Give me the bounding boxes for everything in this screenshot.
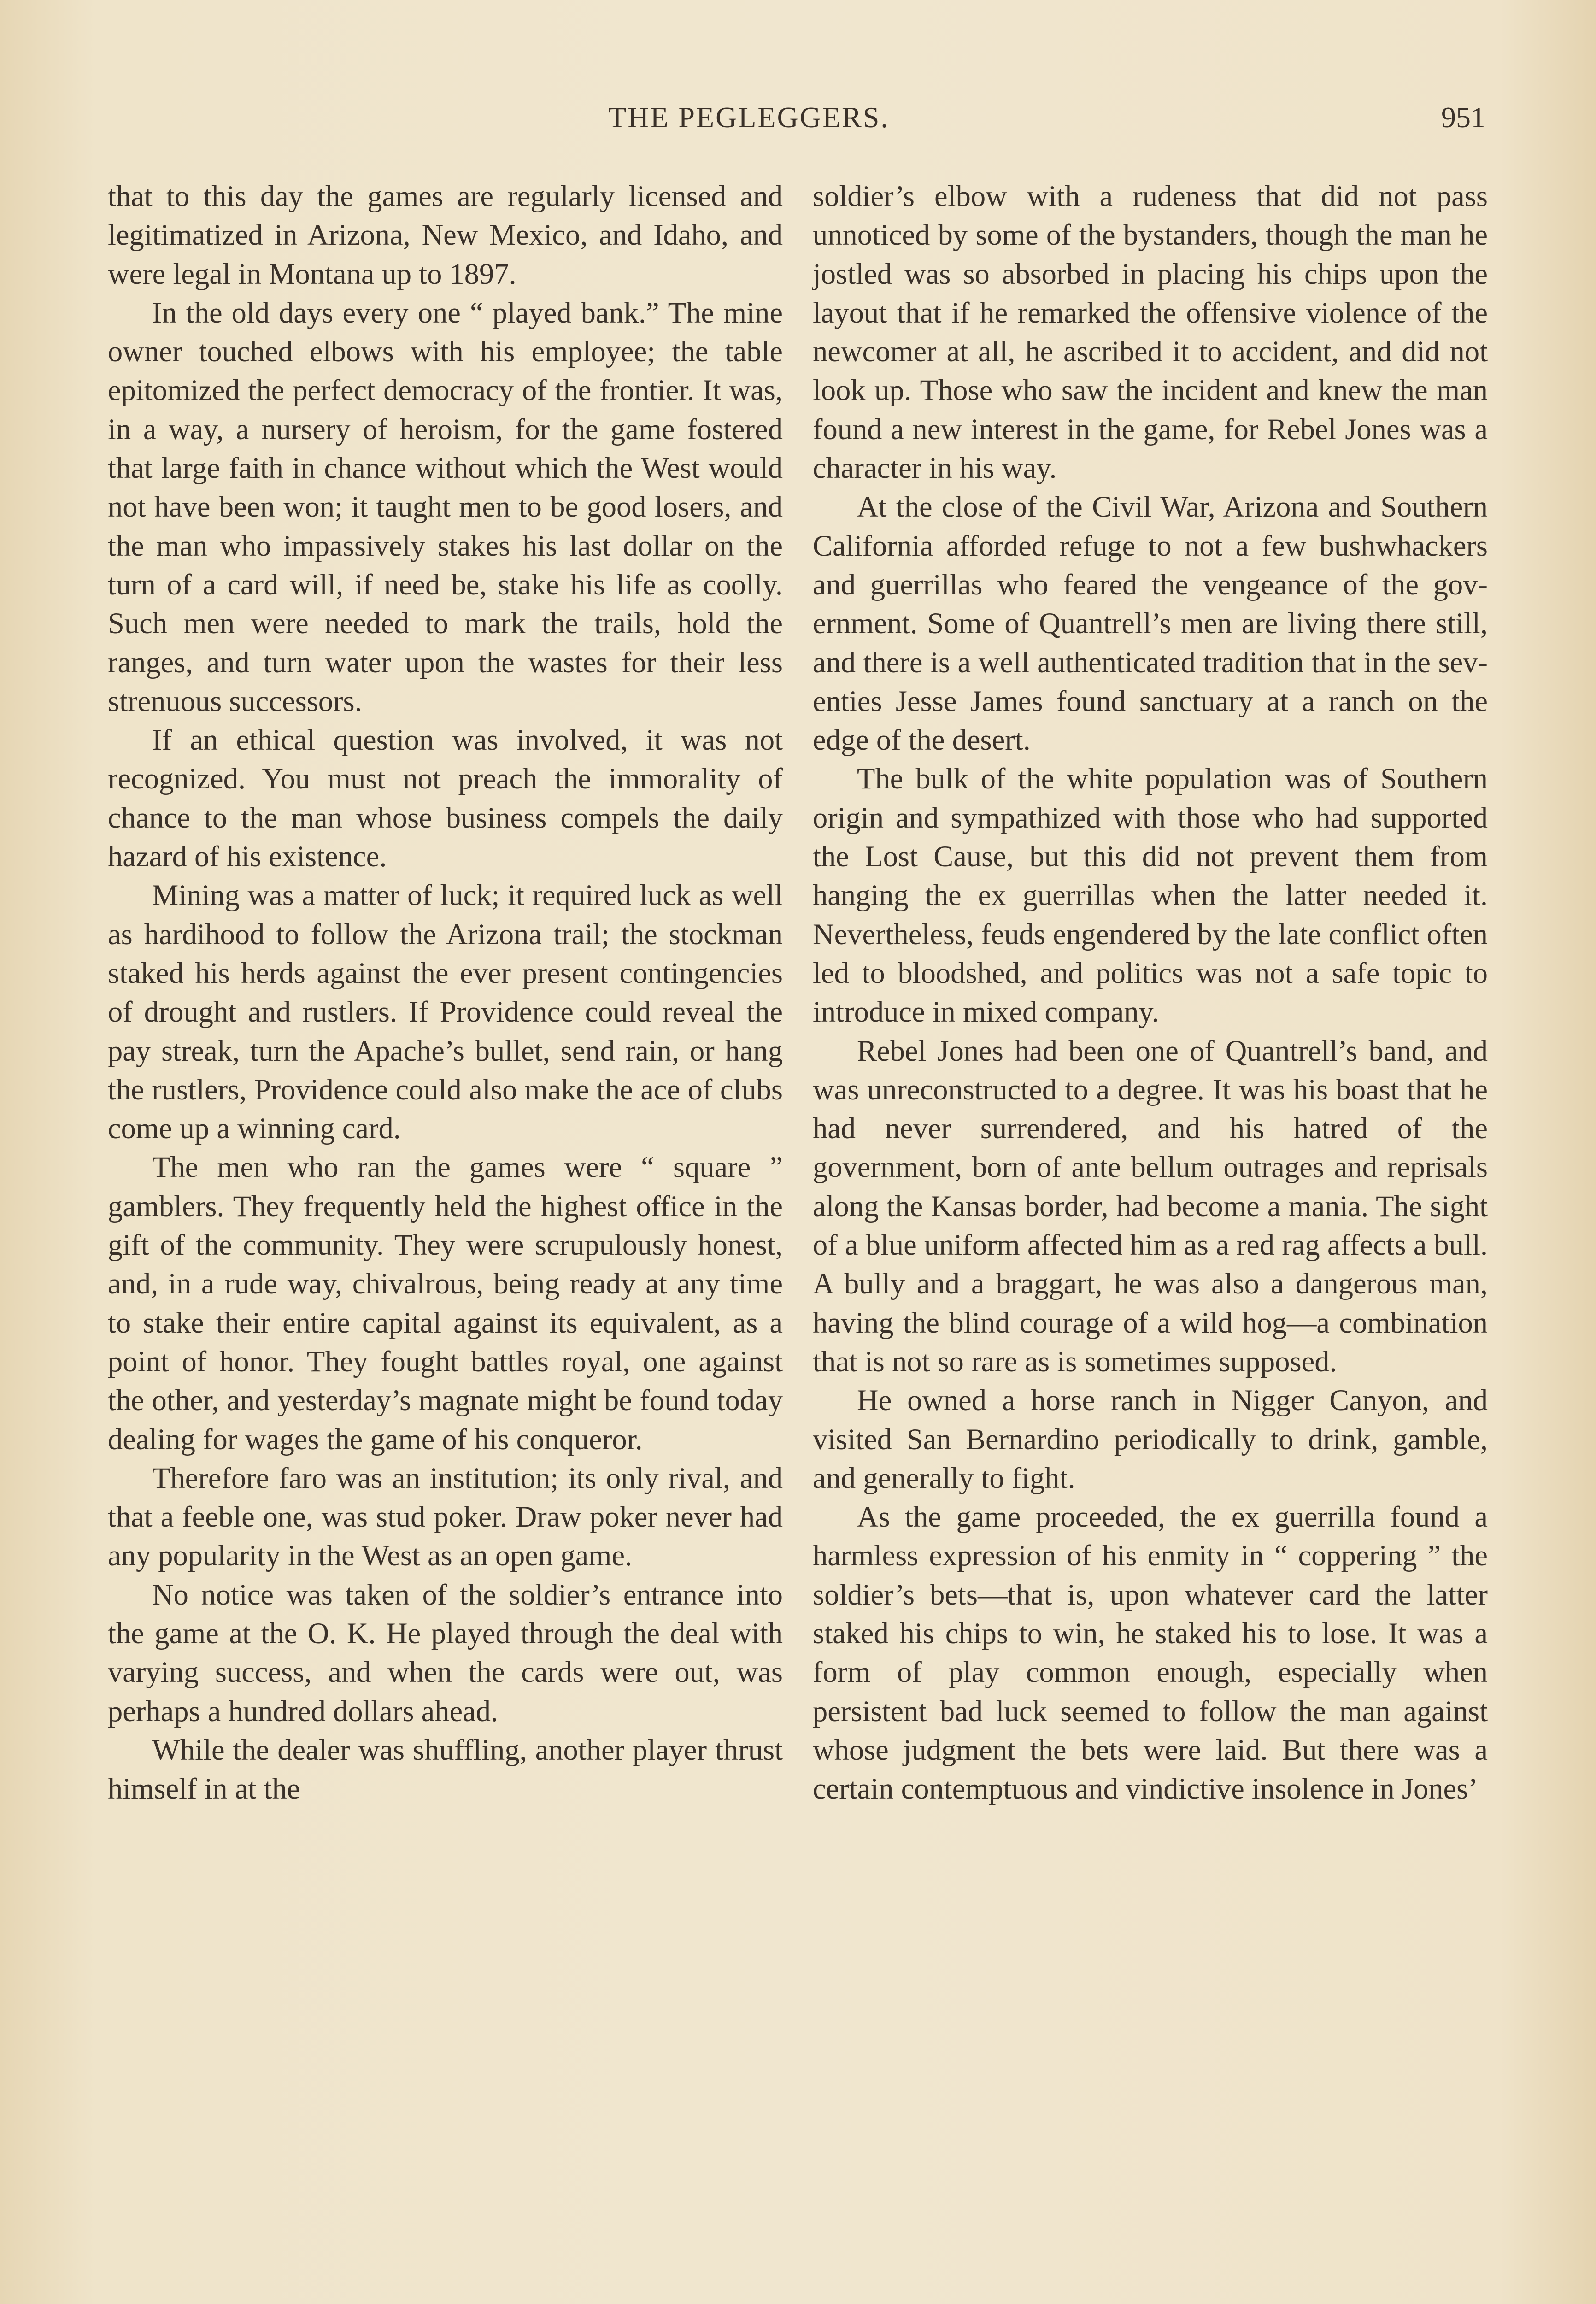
paragraph: He owned a horse ranch in Nigger Canyon, and visited San Bernardino periodically to drink, gamble, and generally to fight.: [813, 1384, 1488, 1494]
right-column: [813, 177, 1488, 1808]
paragraph: If an ethical question was involved, it was not recognized. You must not preach the immorality of chance to the man whose business compels the daily hazard of his existence.: [108, 723, 783, 873]
paragraph: soldier’s elbow with a rudeness that did not pass unnoticed by some of the bystanders, though the man he jostled was so absorbed in placing his chips upon the layout that if he remarked the offensive violence of the newcomer at all, he ascribed it to accident, and did not look up. Those who saw the incident and knew the man found a new interest in the game, for Rebel Jones was a character in his way.: [813, 180, 1488, 485]
page-header: [106, 100, 1490, 137]
left-column: [108, 177, 783, 1808]
paragraph: Mining was a matter of luck; it required luck as well as hardihood to follow the Arizona trail; the stockman staked his herds against the ever present contingencies of drought and rustlers. If Providence could reveal the pay streak, turn the Apache’s bullet, send rain, or hang the rustlers, Providence could also make the ace of clubs come up a winning card.: [108, 879, 783, 1145]
paragraph: As the game proceeded, the ex guerrilla found a harmless expression of his enmity in “ coppering ” the soldier’s bets—that is, upon whatever card the latter staked his chips to win, he staked his to lose. It was a form of play common enough, especially when persistent bad luck seemed to follow the man against whose judgment the bets were laid. But there was a certain contemptuous and vindictive insolence in Jones’: [813, 1500, 1488, 1805]
paragraph: In the old days every one “ played bank.” The mine owner touched elbows with his employee; the table epitomized the perfect democracy of the frontier. It was, in a way, a nursery of heroism, for the game fostered that large faith in chance without which the West would not have been won; it taught men to be good losers, and the man who impassively stakes his last dollar on the turn of a card will, if need be, stake his life as coolly. Such men were needed to mark the trails, hold the ranges, and turn water upon the wastes for their less strenuous successors.: [108, 296, 783, 717]
paragraph: The men who ran the games were “ square ” gamblers. They frequently held the highest office in the gift of the community. They were scrupulously honest, and, in a rude way, chivalrous, being ready at any time to stake their entire capital against its equivalent, as a point of honor. They fought battles royal, one against the other, and yesterday’s magnate might be found today dealing for wages the game of his conqueror.: [108, 1151, 783, 1456]
paragraph: At the close of the Civil War, Arizona and Southern California afforded refuge to not a few bushwhackers and guerrillas who feared the vengeance of the government. Some of Quantrell’s men are living there still, and there is a well authenticated tradition that in the seventies Jesse James found sanctuary at a ranch on the edge of the desert.: [813, 490, 1488, 757]
paragraph: Rebel Jones had been one of Quantrell’s band, and was unreconstructed to a degree. It was his boast that he had never surrendered, and his hatred of the government, born of ante bellum outrages and reprisals along the Kansas border, had become a mania. The sight of a blue uniform affected him as a red rag affects a bull. A bully and a braggart, he was also a dangerous man, having the blind courage of a wild hog—a combination that is not so rare as is sometimes supposed.: [813, 1034, 1488, 1378]
paragraph: No notice was taken of the soldier’s entrance into the game at the O. K. He played through the deal with varying success, and when the cards were out, was perhaps a hundred dollars ahead.: [108, 1578, 783, 1728]
paragraph: Therefore faro was an institution; its only rival, and that a feeble one, was stud poker. Draw poker never had any popularity in the West as an open game.: [108, 1461, 783, 1572]
paragraph: While the dealer was shuffling, another player thrust himself in at the: [108, 1733, 783, 1805]
running-head: THE PEGLEGGERS.: [608, 101, 890, 134]
paragraph: The bulk of the white population was of Southern origin and sympathized with those who had supported the Lost Cause, but this did not prevent them from hanging the ex guerrillas when the latter needed it. Nevertheless, feuds engendered by the late conflict often led to bloodshed, and politics was not a safe topic to introduce in mixed company.: [813, 762, 1488, 1029]
page-number: 951: [1441, 101, 1485, 134]
paragraph: that to this day the games are regularly licensed and legitimatized in Arizona, New Mexico, and Idaho, and were legal in Montana up to 1897.: [108, 180, 783, 290]
